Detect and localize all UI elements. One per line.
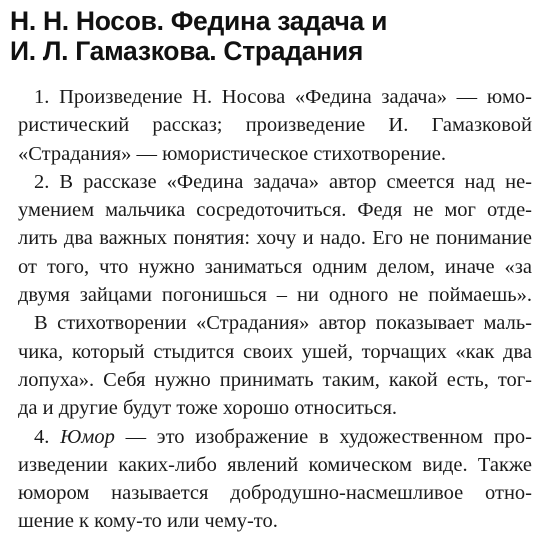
paragraph-4-line-1-rest: — это изображение в художественном про-	[114, 425, 532, 448]
paragraph-1-line-1: 1. Произведение Н. Носова «Федина задача» — юмо-	[34, 86, 532, 108]
paragraph-3-line-3: лопуха». Себя нужно принимать таким, какой есть, тог-	[18, 368, 532, 391]
paragraph-1-line-3: «Страдания» — юмористическое стихотворение.	[18, 142, 447, 165]
paragraph-3-line-2: чика, который стыдится своих ушей, торчащих «как два	[18, 340, 532, 363]
title-line-1: Н. Н. Носов. Федина задача и	[10, 6, 388, 36]
paragraph-4-line-3: юмором называется добродушно-насмешливое отно-	[18, 482, 532, 505]
title-line-2: И. Л. Гамазкова. Страдания	[10, 36, 364, 66]
answer-text	[18, 83, 532, 536]
page-title	[10, 6, 387, 66]
paragraph-1	[18, 83, 532, 168]
paragraph-2-line-3: лить два важных понятия: хочу и надо. Его не понимание	[18, 227, 532, 250]
paragraph-3	[18, 309, 532, 422]
paragraph-2	[18, 168, 532, 309]
paragraph-1-line-2: ристический рассказ; произведение И. Гамазковой	[18, 114, 532, 137]
paragraph-3-line-1: В стихотворении «Страдания» автор показывает маль-	[34, 312, 532, 335]
paragraph-2-line-4: от того, что нужно заниматься одним делом, иначе «за	[18, 255, 532, 278]
paragraph-4	[18, 423, 532, 536]
paragraph-2-line-1: 2. В рассказе «Федина задача» автор смеется над не-	[34, 170, 532, 193]
paragraph-4-line-1	[18, 423, 532, 451]
paragraph-4-line-2: изведении каких-либо явлений комическом виде. Также	[18, 453, 532, 476]
paragraph-4-line-4: шение к кому-то или чему-то.	[18, 510, 278, 533]
paragraph-3-line-4: да и другие будут тоже хорошо относиться.	[18, 397, 398, 420]
paragraph-2-line-2: умением мальчика сосредоточиться. Федя не мог отде-	[18, 199, 532, 222]
paragraph-4-term: Юмор	[60, 425, 115, 448]
paragraph-2-line-5: двумя зайцами погонишься – ни одного не поймаешь».	[18, 284, 532, 307]
paragraph-4-number: 4.	[34, 425, 50, 448]
